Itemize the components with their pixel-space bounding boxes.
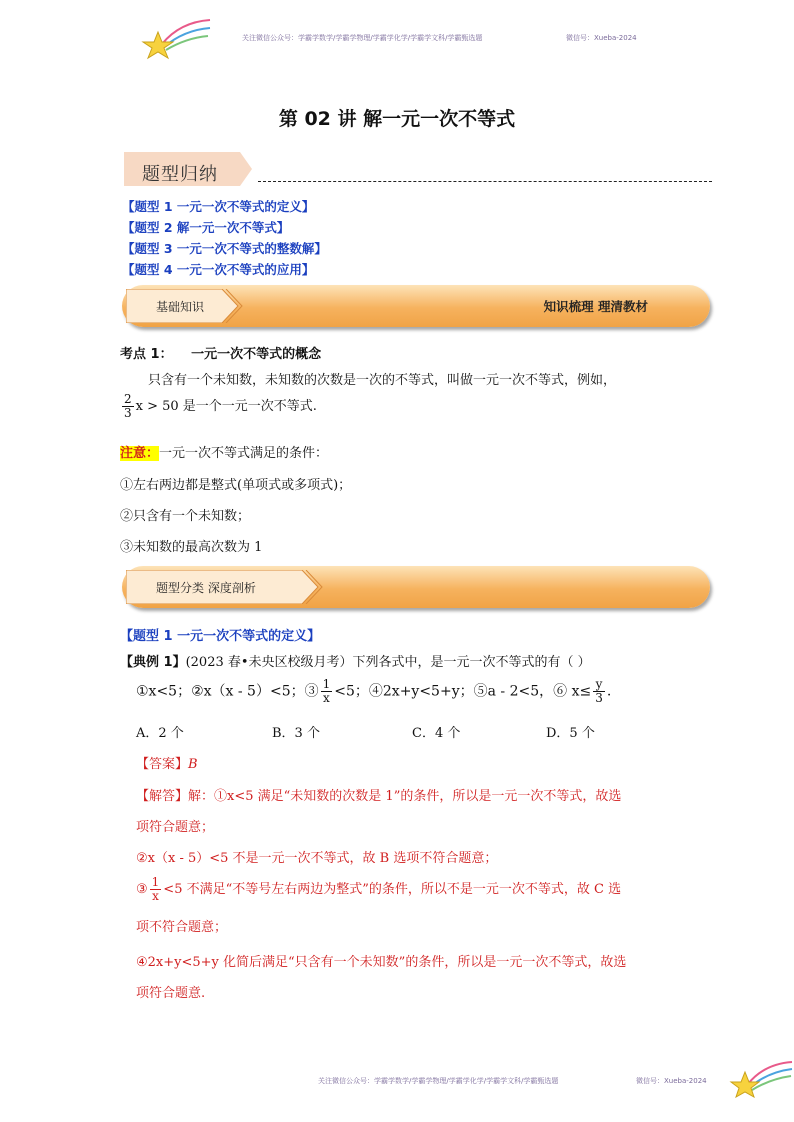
- example-label: 【典例 1】: [120, 655, 186, 670]
- kaodian-heading: [120, 343, 321, 362]
- footer-text: 关注微信公众号：学霸学数学/学霸学物理/学霸学化学/学霸学文科/学霸甄选题: [318, 1077, 559, 1085]
- expr-fraction-2: $\frac{y}{3}$: [595, 677, 603, 705]
- answer-line: [136, 753, 198, 772]
- banner-left-label: 题型分类 深度剖析: [156, 581, 256, 595]
- concept-line-1: 只含有一个未知数，未知数的次数是一次的不等式，叫做一元一次不等式，例如，: [148, 373, 617, 388]
- header-text: 关注微信公众号：学霸学数学/学霸学物理/学霸学化学/学霸学文科/学霸甄选题: [242, 34, 483, 42]
- expr-fraction-1: $\frac{1}{x}$: [322, 677, 331, 705]
- toc-item-3: 【题型 3 一元一次不等式的整数解】: [122, 241, 327, 256]
- header-wechat: 微信号：Xueba-2024: [566, 34, 637, 42]
- note-item-2: ②只含有一个未知数；: [120, 509, 251, 524]
- page-title: 第 02 讲 解一元一次不等式: [278, 108, 516, 130]
- footer-wechat: 微信号：Xueba-2024: [636, 1077, 707, 1085]
- note-item-1: ①左右两边都是整式(单项式或多项式)；: [120, 478, 352, 493]
- concept-line-2: $\frac{2}{3}$ x > 50 是一个一元一次不等式.: [124, 392, 317, 420]
- note-line: [120, 442, 328, 461]
- solution-line-6: ④2x+y<5+y 化简后满足“只含有一个未知数”的条件，所以是一元一次不等式，故选: [136, 955, 627, 970]
- example-text: (2023 春•未央区校级月考）下列各式中，是一元一次不等式的有（ ）: [185, 655, 591, 670]
- banner-type-classification: [122, 566, 710, 608]
- toc-item-4: 【题型 4 一元一次不等式的应用】: [122, 262, 315, 277]
- section-tab-label: 题型归纳: [142, 164, 218, 185]
- solution-line-5: 项不符合题意；: [136, 920, 228, 935]
- example-line: [120, 651, 591, 670]
- answer-value: B: [188, 757, 198, 772]
- toc-item-2: 【题型 2 解一元一次不等式】: [122, 220, 290, 235]
- solution-line-2: 项符合题意；: [136, 820, 215, 835]
- solution-line-3: ②x（x - 5）<5 不是一元一次不等式，故 B 选项不符合题意；: [136, 851, 498, 866]
- note-text: 一元一次不等式满足的条件：: [159, 446, 329, 461]
- option-c: C．4 个: [412, 726, 461, 741]
- solution-line-4: ③ $\frac{1}{x}$ <5 不满足“不等号左右两边为整式”的条件，所以不是一元一次不等式，故 C 选: [136, 875, 622, 903]
- note-item-3: ③未知数的最高次数为 1: [120, 540, 263, 555]
- banner-basic-knowledge: [122, 285, 710, 327]
- kaodian-label: 考点 1：: [120, 347, 173, 362]
- solution-line-7: 项符合题意.: [136, 986, 206, 1001]
- solution-line-1: 【解答】解：①x<5 满足“未知数的次数是 1”的条件，所以是一元一次不等式，故选: [136, 789, 622, 804]
- shooting-star-logo-icon: [140, 14, 212, 60]
- kaodian-title: 一元一次不等式的概念: [191, 347, 322, 362]
- note-label: 注意：: [120, 446, 160, 461]
- banner-left-label: 基础知识: [156, 300, 205, 314]
- option-a: A．2 个: [136, 726, 184, 741]
- answer-label: 【答案】: [136, 757, 189, 772]
- toc-item-1: 【题型 1 一元一次不等式的定义】: [122, 199, 315, 214]
- dashed-divider: [258, 181, 712, 182]
- solution-label: 【解答】: [136, 789, 189, 804]
- option-b: B．3 个: [272, 726, 320, 741]
- banner-right-label: 知识梳理 理清教材: [543, 299, 648, 314]
- concept-fraction: $\frac{2}{3}$: [124, 392, 132, 420]
- solution-fraction: $\frac{1}{x}$: [151, 875, 160, 903]
- shooting-star-logo-icon: [728, 1056, 794, 1098]
- type1-heading: 【题型 1 一元一次不等式的定义】: [120, 629, 321, 644]
- option-d: D．5 个: [546, 726, 595, 741]
- example-expressions: ①x<5；②x（x - 5）<5；③ $\frac{1}{x}$ <5；④2x+y<5+y；⑤a - 2<5，⑥ x≤ $\frac{y}{3}$ .: [136, 677, 612, 705]
